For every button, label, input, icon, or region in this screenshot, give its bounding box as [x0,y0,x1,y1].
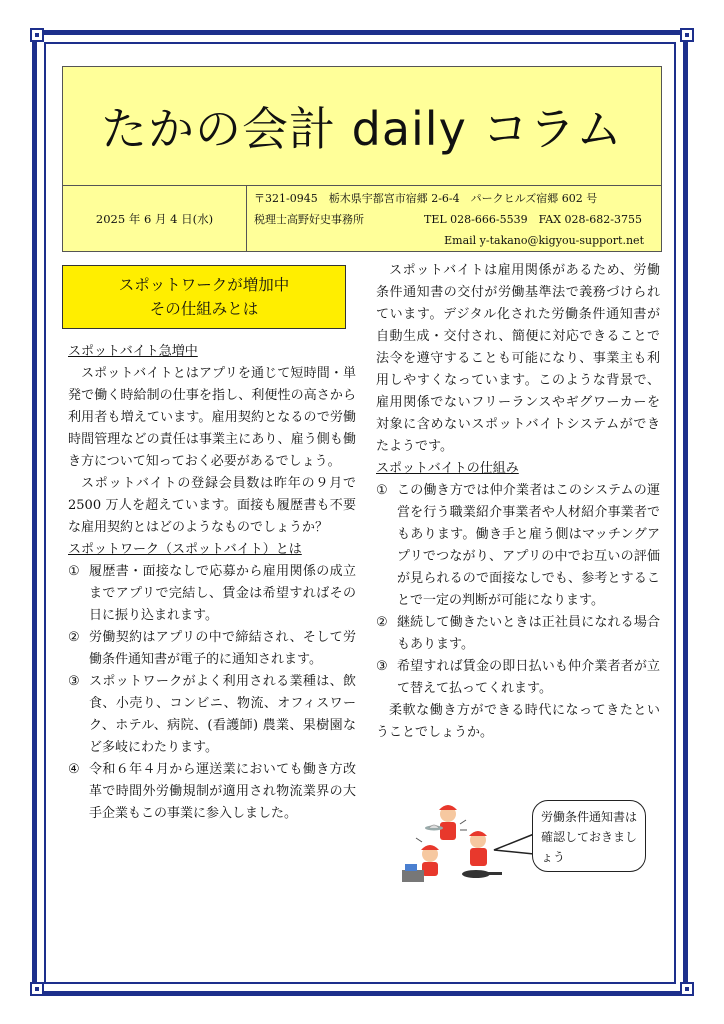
left-column [68,341,356,825]
item-text: 履歴書・面接なしで応募から雇用関係の成立までアプリで完結し、賃金は希望すればその日に振り込まれます。 [89,564,356,623]
item-text: 継続して働きたいときは正社員になれる場合もあります。 [397,615,660,652]
info-row [62,186,662,252]
page-title: たかの会計 daily コラム [101,102,623,156]
paragraph: スポットバイトとはアプリを通じて短時間・単発で働く時給制の仕事を指し、利便性の高さから利用者も増えています。雇用契約となるので労働時間管理などの責任は事業主にあり、雇う側も働き方について知っておく必要があるでしょう。 [68,366,356,469]
list-item [376,612,660,656]
list-item [68,627,356,671]
title-box [62,66,662,186]
item-number: ① [376,483,388,498]
corner-ornament [30,28,44,42]
office-name: 税理士高野好史事務所 [254,213,364,226]
office-email[interactable]: Email y-takano@kigyou-support.net [444,234,644,247]
corner-ornament [680,28,694,42]
corner-ornament [680,982,694,996]
paragraph: 柔軟な働き方ができる時代になってきたということでしょうか。 [376,703,660,740]
headline-line2: その仕組みとは [149,300,259,318]
section-heading: スポットバイト急増中 [68,344,198,359]
item-number: ③ [68,674,80,689]
item-text: 令和６年４月から運送業においても働き方改革で時間外労働規制が適用され物流業界の大手企業もこの事業に参入しました。 [89,762,356,821]
right-column [376,260,660,744]
item-text: この働き方では仲介業者はこのシステムの運営を行う職業紹介事業者や人材紹介事業者でもあります。働き手と雇う側はマッチングアプリでつながり、アプリの中でお互いの評価が見られるので面接なしでも、参考とすることで一定の判断が可能になります。 [397,483,660,608]
headline-line1: スポットワークが増加中 [118,276,290,294]
speech-bubble: 労働条件通知書は確認しておきましょう [532,800,646,872]
item-number: ② [68,630,80,645]
item-text: 労働契約はアプリの中で締結され、そして労働条件通知書が電子的に通知されます。 [89,630,356,667]
section-heading: スポットバイトの仕組み [376,461,519,476]
item-number: ④ [68,762,80,777]
issue-date: 2025 年 6 月 4 日(水) [63,186,247,251]
headline-box [62,265,346,329]
list-item [68,759,356,825]
list-item [376,656,660,700]
list-item [376,480,660,612]
paragraph: スポットバイトは雇用関係があるため、労働条件通知書の交付が労働基準法で義務づけられています。デジタル化された労働条件通知書が自動生成・交付され、簡便に対応できることで法令を遵守することも可能になり、事業主も利用しやすくなっています。このような背景で、雇用関係でないフリーランスやギグワーカーを対象に含めないスポットバイトシステムができたようです。 [376,263,660,454]
item-number: ① [68,564,80,579]
item-text: 希望すれば賃金の即日払いも仲介業者者が立て替えて払ってくれます。 [397,659,660,696]
office-contact [254,209,654,230]
list-item [68,561,356,627]
office-address: 〒321-0945 栃木県宇都宮市宿郷 2-6-4 パークヒルズ宿郷 602 号 [254,192,598,205]
office-tel-fax: TEL 028-666-5539 FAX 028-682-3755 [424,213,642,226]
section-heading: スポットワーク（スポットバイト）とは [68,542,302,557]
item-number: ② [376,615,388,630]
item-number: ③ [376,659,388,674]
corner-ornament [30,982,44,996]
cooking-staff-illustration [396,798,506,886]
item-text: スポットワークがよく利用される業種は、飲食、小売り、コンビニ、物流、オフィスワーク、ホテル、病院、(看護師) 農業、果樹園など多岐にわたります。 [89,674,356,755]
office-info [254,188,654,251]
paragraph: スポットバイトの登録会員数は昨年の９月で 2500 万人を超えています。面接も履歴書も不要な雇用契約とはどのようなものでしょうか？ [68,476,356,535]
list-item [68,671,356,759]
